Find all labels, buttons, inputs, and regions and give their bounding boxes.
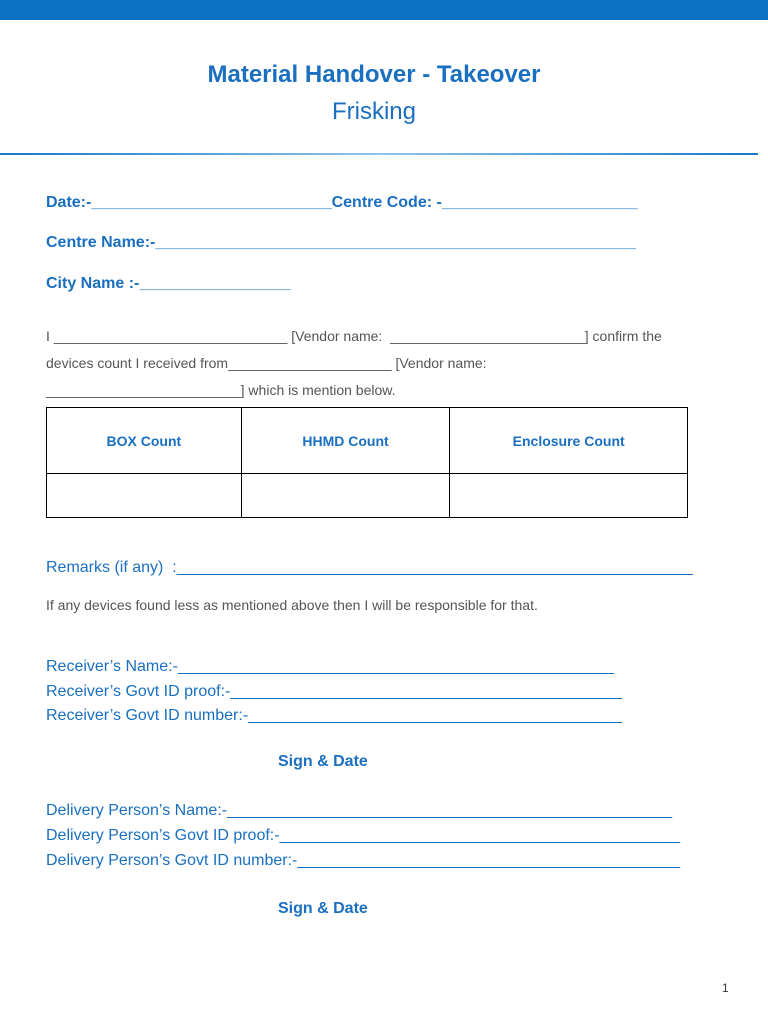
table-row — [47, 474, 688, 518]
receiver-sign-date-label: Sign & Date — [278, 753, 368, 770]
hhmd-count-header: HHMD Count — [241, 408, 450, 474]
date-centre-code-field[interactable]: Date:-___________________________Centre Code: -______________________ — [46, 194, 638, 211]
delivery-name-field[interactable]: Delivery Person’s Name:-__________________________________________________ — [46, 802, 673, 819]
delivery-sign-date-label: Sign & Date — [278, 900, 368, 917]
receiver-id-proof-field[interactable]: Receiver’s Govt ID proof:-____________________________________________ — [46, 683, 622, 700]
table-header-row — [47, 408, 688, 474]
delivery-id-proof-field[interactable]: Delivery Person’s Govt ID proof:-_____________________________________________ — [46, 827, 680, 844]
confirmation-line-3: _________________________] which is mention below. — [46, 382, 396, 398]
confirmation-line-2: devices count I received from_____________________ [Vendor name: — [46, 355, 487, 371]
receiver-id-number-field[interactable]: Receiver’s Govt ID number:-__________________________________________ — [46, 707, 622, 724]
box-count-cell[interactable] — [47, 474, 242, 518]
header-divider — [0, 153, 758, 155]
enclosure-count-header: Enclosure Count — [450, 408, 688, 474]
receiver-name-field[interactable]: Receiver’s Name:-_________________________________________________ — [46, 658, 614, 675]
box-count-header: BOX Count — [47, 408, 242, 474]
responsibility-note: If any devices found less as mentioned above then I will be responsible for that. — [46, 597, 538, 613]
delivery-id-number-field[interactable]: Delivery Person’s Govt ID number:-___________________________________________ — [46, 852, 680, 869]
top-accent-bar — [0, 0, 768, 20]
device-count-table — [46, 407, 688, 518]
page-number: 1 — [722, 981, 729, 995]
enclosure-count-cell[interactable] — [450, 474, 688, 518]
confirmation-line-1: I ______________________________ [Vendor name: _________________________] confirm the — [46, 328, 662, 344]
page-subtitle: Frisking — [331, 98, 416, 125]
remarks-field[interactable]: Remarks (if any) :__________________________________________________________ — [46, 559, 693, 576]
centre-name-field[interactable]: Centre Name:-______________________________________________________ — [46, 234, 636, 251]
city-name-field[interactable]: City Name :-_________________ — [46, 275, 291, 292]
page-title: Material Handover - Takeover — [207, 61, 541, 88]
hhmd-count-cell[interactable] — [241, 474, 450, 518]
